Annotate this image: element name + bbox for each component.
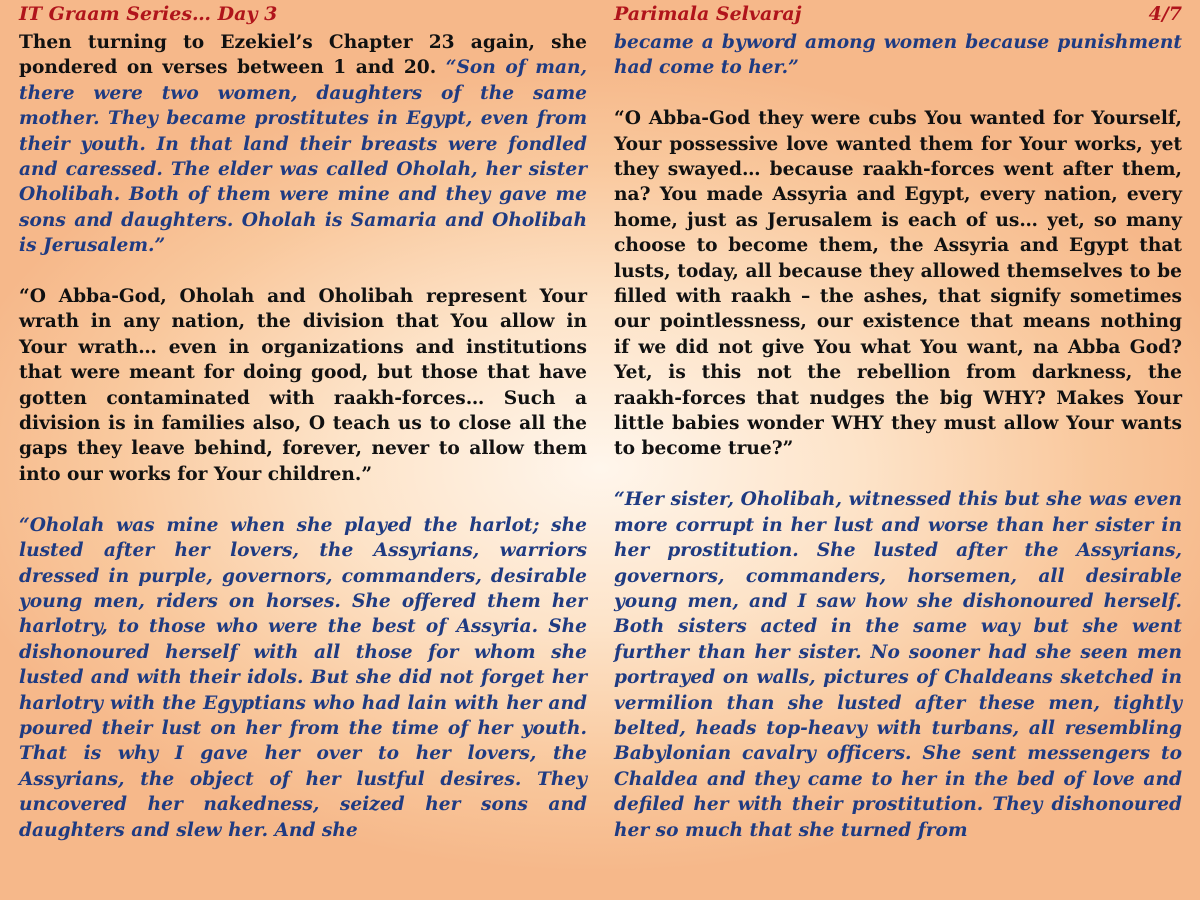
scripture-quote: “Son of man, there were two women, daughters of the same mother. They became prostitutes in Egypt, even from their youth. In that land their breasts were fondled and caressed. The elder was called Oholah, her sister Oholibah. Both of them were mine and they gave me sons and daughters. Oholah is Samaria and Oholibah is Jerusalem.”: [19, 57, 587, 257]
paragraph-gap: [614, 462, 1182, 487]
paragraph-gap: [614, 81, 1182, 106]
scripture-paragraph: “Oholah was mine when she played the harlot; she lusted after her lovers, the Assyrians, warriors dressed in purple, governors, commanders, desirable young men, riders on horses. She offered them her harlotry, to those who were the best of Assyria. She dishonoured herself with all those for whom she lusted and with their idols. But she did not forget her harlotry with the Egyptians who had lain with her and poured their lust on her from the time of her youth. That is why I gave her over to her lovers, the Assyrians, the object of her lustful desires. They uncovered her nakedness, seized her sons and daughters and slew her. And she: [19, 514, 587, 841]
scripture-paragraph: “Her sister, Oholibah, witnessed this but she was even more corrupt in her lust and worse than her sister in her prostitution. She lusted after the Assyrians, governors, commanders, horsemen, all desirable young men, and I saw how she dishonoured herself. Both sisters acted in the same way but she went further than her sister. No sooner had she seen men portrayed on walls, pictures of Chaldeans sketched in vermilion than she lusted after these men, tightly belted, heads top-heavy with turbans, all resembling Babylonian cavalry officers. She sent messengers to Chaldea and they came to her in the bed of love and defiled her with their prostitution. They dishonoured her so much that she turned from: [614, 489, 1182, 841]
paragraph-intro: [19, 30, 587, 259]
prayer-paragraph: “O Abba-God, Oholah and Oholibah represent Your wrath in any nation, the division that You allow in Your wrath… even in organizations and institutions that were meant for doing good, but those that have gotten contaminated with raakh-forces… Such a division is in families also, O teach us to close all the gaps they leave behind, forever, never to allow them into our works for Your children.”: [19, 286, 587, 485]
scripture-continuation: became a byword among women because punishment had come to her.”: [614, 32, 1182, 79]
author-name: Parimala Selvaraj: [614, 3, 802, 25]
header-left: [19, 0, 587, 30]
series-title: IT Graam Series… Day 3: [19, 3, 278, 25]
right-column: [614, 0, 1182, 843]
page-number: 4/7: [1148, 3, 1182, 25]
intro-text: Then turning to Ezekiel’s Chapter 23 again, she pondered on verses between 1 and 20.: [19, 32, 587, 79]
paragraph-gap: [19, 259, 587, 284]
prayer-paragraph: “O Abba-God they were cubs You wanted for Yourself, Your possessive love wanted them for Your works, yet they swayed… because raakh-forces went after them, na? You made Assyria and Egypt, every nation, every home, just as Jerusalem is each of us… yet, so many choose to become them, the Assyria and Egypt that lusts, today, all because they allowed themselves to be filled with raakh – the ashes, that signify sometimes our pointlessness, our existence that means nothing if we did not give You what You want, na Abba God? Yet, is this not the rebellion from darkness, the raakh-forces that nudges the big WHY? Makes Your little babies wonder WHY they must allow Your wants to become true?”: [614, 108, 1182, 460]
header-right: [614, 0, 1182, 30]
paragraph-gap: [19, 487, 587, 512]
left-column: [19, 0, 587, 843]
